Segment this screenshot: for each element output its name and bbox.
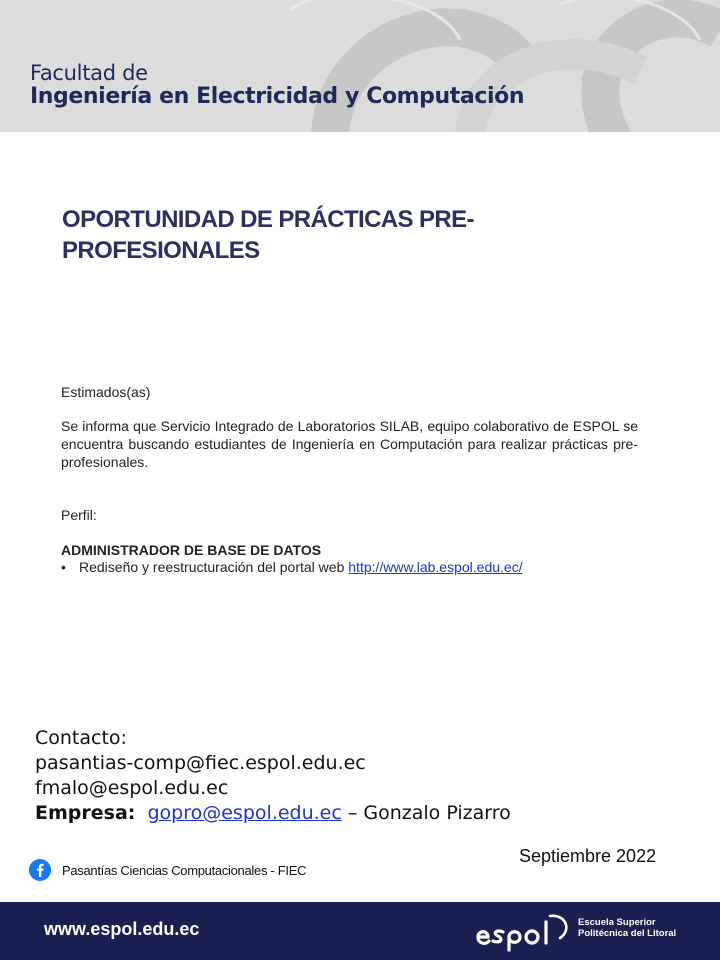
announcement-paragraph: Se informa que Servicio Integrado de Laboratorios SILAB, equipo colaborativo de ESPOL se encuentra buscando estudiantes de Ingeniería en Computación para realizar prácticas pre-profesionales. xyxy=(61,418,638,470)
contact-email-1: pasantias-comp@fiec.espol.edu.ec xyxy=(35,752,366,774)
faculty-name-line1: Facultad de xyxy=(30,61,148,85)
date-text: Septiembre 2022 xyxy=(519,846,657,866)
bullet-dot: • xyxy=(61,559,66,575)
institution-line1: Escuela Superior xyxy=(578,917,656,928)
footer-bar xyxy=(0,902,720,960)
perfil-label: Perfil: xyxy=(61,507,97,523)
facebook-group[interactable] xyxy=(29,859,306,881)
company-colon: : xyxy=(127,802,136,824)
bullet-item xyxy=(61,558,523,576)
bullet-text: Rediseño y reestructuración del portal web xyxy=(79,559,349,575)
facebook-icon xyxy=(29,859,51,881)
header-banner xyxy=(0,0,720,132)
institution-line2: Politécnica del Litoral xyxy=(578,928,677,939)
greeting-text: Estimados(as) xyxy=(61,384,151,400)
institution-name xyxy=(578,917,676,939)
portal-link[interactable]: http://www.lab.espol.edu.ec/ xyxy=(348,559,523,575)
company-contact-row xyxy=(35,801,511,826)
company-label: Empresa xyxy=(35,802,128,824)
role-title: ADMINISTRADOR DE BASE DE DATOS xyxy=(61,542,322,558)
contact-email-2: fmalo@espol.edu.ec xyxy=(35,777,229,799)
company-email-link[interactable]: gopro@espol.edu.ec xyxy=(147,802,342,824)
espol-logo xyxy=(474,912,574,952)
faculty-name-line2: Ingeniería en Electricidad y Computación xyxy=(30,84,525,109)
page-title: OPORTUNIDAD DE PRÁCTICAS PRE-PROFESIONALES xyxy=(62,206,474,264)
contact-label: Contacto: xyxy=(35,727,127,749)
facebook-group-label: Pasantías Ciencias Computacionales - FIEC xyxy=(62,862,307,878)
footer-url[interactable]: www.espol.edu.ec xyxy=(44,919,200,939)
contact-block xyxy=(35,726,511,826)
company-contact-name: – Gonzalo Pizarro xyxy=(341,802,511,824)
